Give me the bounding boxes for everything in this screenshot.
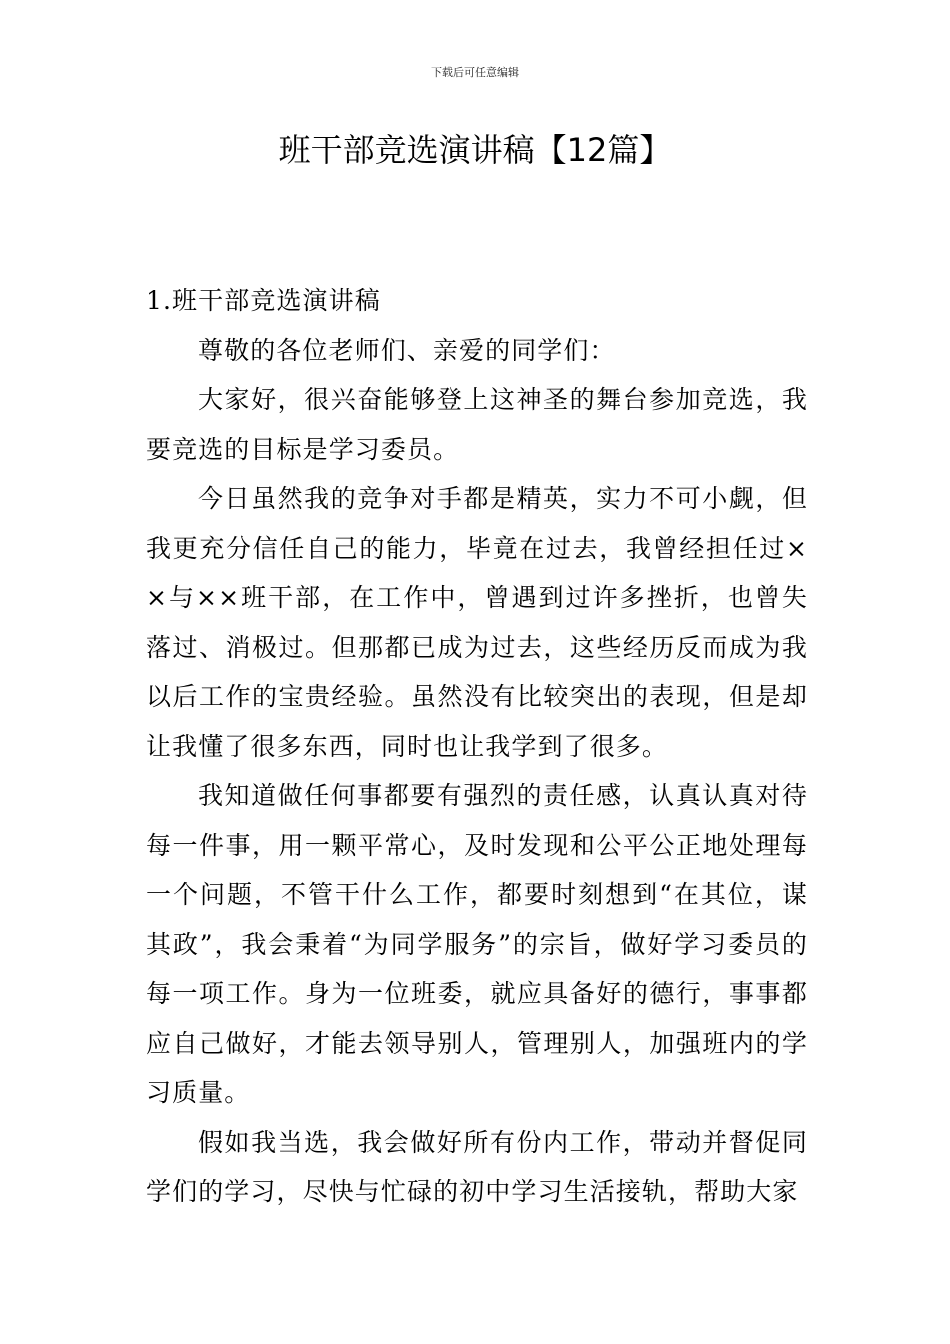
paragraph: 假如我当选，我会做好所有份内工作，带动并督促同学们的学习，尽快与忙碌的初中学习生活接轨，帮助大家 [146, 1127, 808, 1206]
paragraph: 大家好，很兴奋能够登上这神圣的舞台参加竞选，我要竞选的目标是学习委员。 [146, 385, 808, 464]
paragraph-greeting: 尊敬的各位老师们、亲爱的同学们： [198, 335, 616, 365]
paragraph: 我知道做任何事都要有强烈的责任感，认真认真对待每一件事，用一颗平常心，及时发现和公平公正地处理每一个问题，不管干什么工作，都要时刻想到“在其位，谋其政”，我会秉着“为同学服务”的宗旨，做好学习委员的每一项工作。身为一位班委，就应具备好的德行，事事都应自己做好，才能去领导别人，管理别人，加强班内的学习质量。 [146, 781, 808, 1107]
paragraph: 今日虽然我的竞争对手都是精英，实力不可小觑，但我更充分信任自己的能力，毕竟在过去，我曾经担任过××与××班干部，在工作中，曾遇到过许多挫折，也曾失落过、消极过。但那都已成为过去，这些经历反而成为我以后工作的宝贵经验。虽然没有比较突出的表现，但是却让我懂了很多东西，同时也让我学到了很多。 [146, 484, 808, 761]
document-body [146, 276, 808, 1217]
document-title: 班干部竞选演讲稿【12篇】 [278, 131, 672, 169]
section-heading: 1.班干部竞选演讲稿 [146, 286, 381, 315]
header-note: 下载后可任意编辑 [431, 66, 519, 79]
